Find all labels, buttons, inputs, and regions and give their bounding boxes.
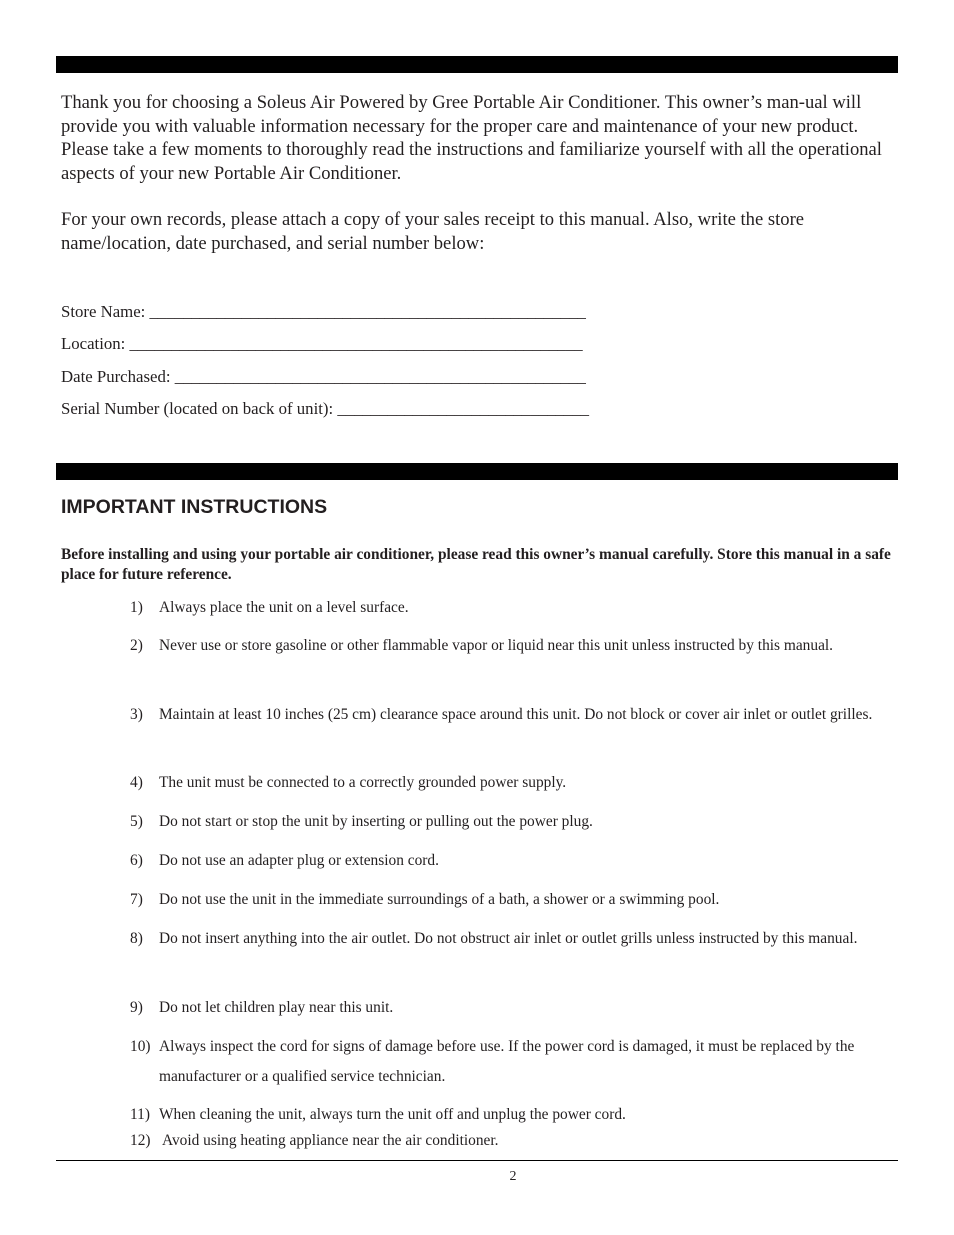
instruction-text: Always place the unit on a level surface. bbox=[159, 599, 409, 616]
instruction-number: 11) bbox=[130, 1106, 150, 1123]
instruction-text: Always inspect the cord for signs of damage before use. If the power cord is damaged, it must be replaced by the manufacturer or a qualified service technician. bbox=[159, 1038, 855, 1085]
store-name-field: Store Name: ____________________________________________________ bbox=[61, 302, 586, 321]
instruction-item bbox=[130, 846, 895, 876]
instruction-item bbox=[130, 768, 895, 798]
instruction-number: 3) bbox=[130, 706, 143, 723]
date-purchased-field: Date Purchased: _________________________________________________ bbox=[61, 367, 586, 386]
instruction-text: Do not use an adapter plug or extension cord. bbox=[159, 852, 439, 869]
instruction-text: The unit must be connected to a correctly grounded power supply. bbox=[159, 774, 567, 791]
section-divider-bar bbox=[56, 463, 898, 480]
instruction-number: 5) bbox=[130, 813, 143, 830]
instruction-item bbox=[130, 1032, 895, 1092]
instruction-text: When cleaning the unit, always turn the unit off and unplug the power cord. bbox=[159, 1106, 626, 1123]
instruction-number: 10) bbox=[130, 1038, 151, 1055]
instruction-number: 2) bbox=[130, 637, 143, 654]
intro-paragraph-thank-you: Thank you for choosing a Soleus Air Powered by Gree Portable Air Conditioner. This owner’s man-ual will provide you with valuable information necessary for the proper care and maintenance of your new product. Please take a few moments to thoroughly read the instructions and familiarize yourself with all the operational aspects of your new Portable Air Conditioner. bbox=[61, 92, 882, 184]
footer-rule bbox=[56, 1160, 898, 1161]
instruction-number: 4) bbox=[130, 774, 143, 791]
instruction-item bbox=[130, 885, 895, 915]
instruction-number: 12) bbox=[130, 1132, 151, 1149]
instruction-number: 9) bbox=[130, 999, 143, 1016]
instruction-number: 8) bbox=[130, 930, 143, 947]
instruction-item bbox=[130, 700, 895, 730]
instruction-item bbox=[130, 1126, 895, 1156]
instruction-item bbox=[130, 807, 895, 837]
instruction-item bbox=[130, 631, 895, 661]
instruction-number: 7) bbox=[130, 891, 143, 908]
instruction-text: Do not use the unit in the immediate surroundings of a bath, a shower or a swimming pool. bbox=[159, 891, 720, 908]
intro-paragraph-records: For your own records, please attach a copy of your sales receipt to this manual. Also, write the store name/location, date purchased, and serial number below: bbox=[61, 209, 805, 254]
serial-number-field: Serial Number (located on back of unit): ______________________________ bbox=[61, 399, 590, 418]
instruction-text: Do not let children play near this unit. bbox=[159, 999, 394, 1016]
instruction-number: 1) bbox=[130, 599, 143, 616]
instruction-text: Do not start or stop the unit by inserting or pulling out the power plug. bbox=[159, 813, 593, 830]
instruction-text: Avoid using heating appliance near the air conditioner. bbox=[162, 1132, 499, 1149]
instruction-text: Never use or store gasoline or other flammable vapor or liquid near this unit unless instructed by this manual. bbox=[159, 637, 834, 654]
instruction-number: 6) bbox=[130, 852, 143, 869]
section-heading: IMPORTANT INSTRUCTIONS bbox=[61, 496, 328, 518]
instruction-item bbox=[130, 593, 895, 623]
instruction-item bbox=[130, 993, 895, 1023]
instructions-intro: Before installing and using your portable air conditioner, please read this owner’s manual carefully. Store this manual in a safe place for future reference. bbox=[61, 546, 891, 583]
page-number: 2 bbox=[509, 1169, 517, 1184]
instruction-text: Do not insert anything into the air outlet. Do not obstruct air inlet or outlet grills unless instructed by this manual. bbox=[159, 930, 858, 947]
instruction-item bbox=[130, 924, 895, 954]
location-field: Location: ______________________________________________________ bbox=[61, 334, 583, 353]
top-header-bar bbox=[56, 56, 898, 73]
instruction-text: Maintain at least 10 inches (25 cm) clearance space around this unit. Do not block or cover air inlet or outlet grilles. bbox=[159, 706, 873, 723]
